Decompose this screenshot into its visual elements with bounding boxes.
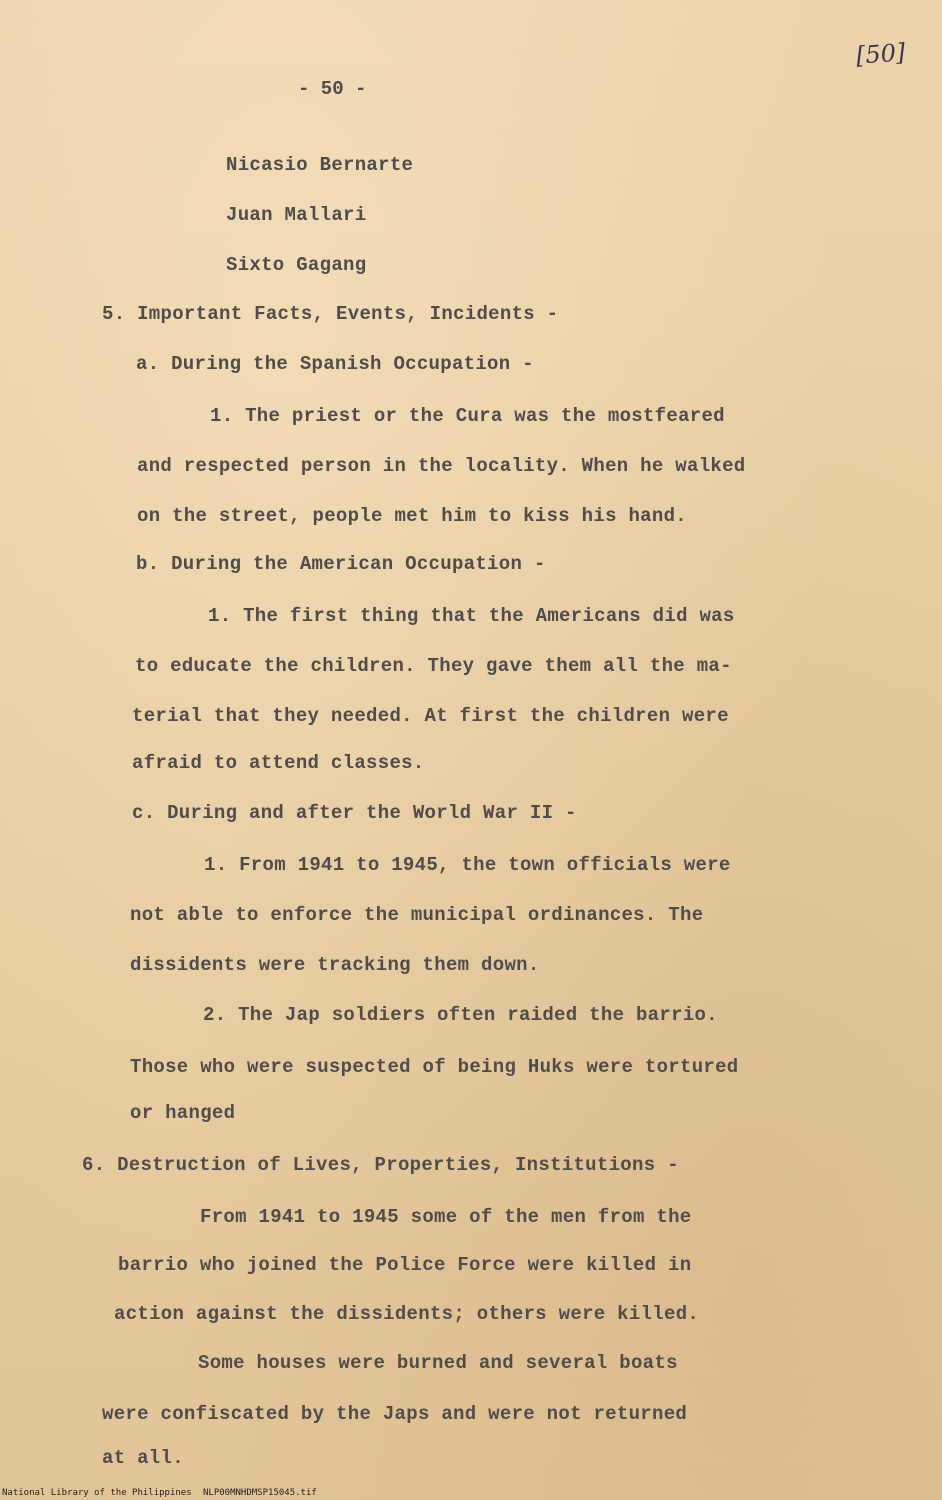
name-line: Juan Mallari: [226, 204, 367, 226]
footer-library: National Library of the Philippines: [2, 1488, 192, 1498]
text-line: Some houses were burned and several boats: [198, 1352, 678, 1374]
section-heading: 6. Destruction of Lives, Properties, Institutions -: [82, 1154, 679, 1176]
subsection-heading: b. During the American Occupation -: [136, 553, 546, 575]
name-line: Sixto Gagang: [226, 254, 367, 276]
text-line: or hanged: [130, 1102, 236, 1124]
text-line: 1. From 1941 to 1945, the town officials were: [204, 854, 731, 876]
subsection-heading: a. During the Spanish Occupation -: [136, 353, 534, 375]
text-line: terial that they needed. At first the children were: [132, 705, 729, 727]
text-line: afraid to attend classes.: [132, 752, 425, 774]
text-line: to educate the children. They gave them all the ma-: [135, 655, 732, 677]
archive-footer: [0, 1487, 942, 1500]
text-line: 1. The first thing that the Americans did was: [208, 605, 735, 627]
text-line: not able to enforce the municipal ordinances. The: [130, 904, 704, 926]
handwritten-page-mark: [50]: [855, 38, 907, 70]
subsection-heading: c. During and after the World War II -: [132, 802, 577, 824]
text-line: From 1941 to 1945 some of the men from the: [200, 1206, 692, 1228]
section-heading: 5. Important Facts, Events, Incidents -: [102, 303, 559, 325]
text-line: were confiscated by the Japs and were not returned: [102, 1403, 688, 1425]
text-line: barrio who joined the Police Force were killed in: [118, 1254, 692, 1276]
text-line: and respected person in the locality. When he walked: [137, 455, 746, 477]
footer-filename: NLP00MNHDMSP15045.tif: [203, 1488, 317, 1498]
page-number: - 50 -: [298, 78, 367, 100]
name-line: Nicasio Bernarte: [226, 154, 414, 176]
text-line: 2. The Jap soldiers often raided the barrio.: [203, 1004, 718, 1026]
text-line: on the street, people met him to kiss his hand.: [137, 505, 687, 527]
text-line: 1. The priest or the Cura was the mostfeared: [210, 405, 725, 427]
text-line: at all.: [102, 1447, 184, 1469]
text-line: Those who were suspected of being Huks were tortured: [130, 1056, 739, 1078]
text-line: action against the dissidents; others were killed.: [114, 1303, 700, 1325]
text-line: dissidents were tracking them down.: [130, 954, 540, 976]
